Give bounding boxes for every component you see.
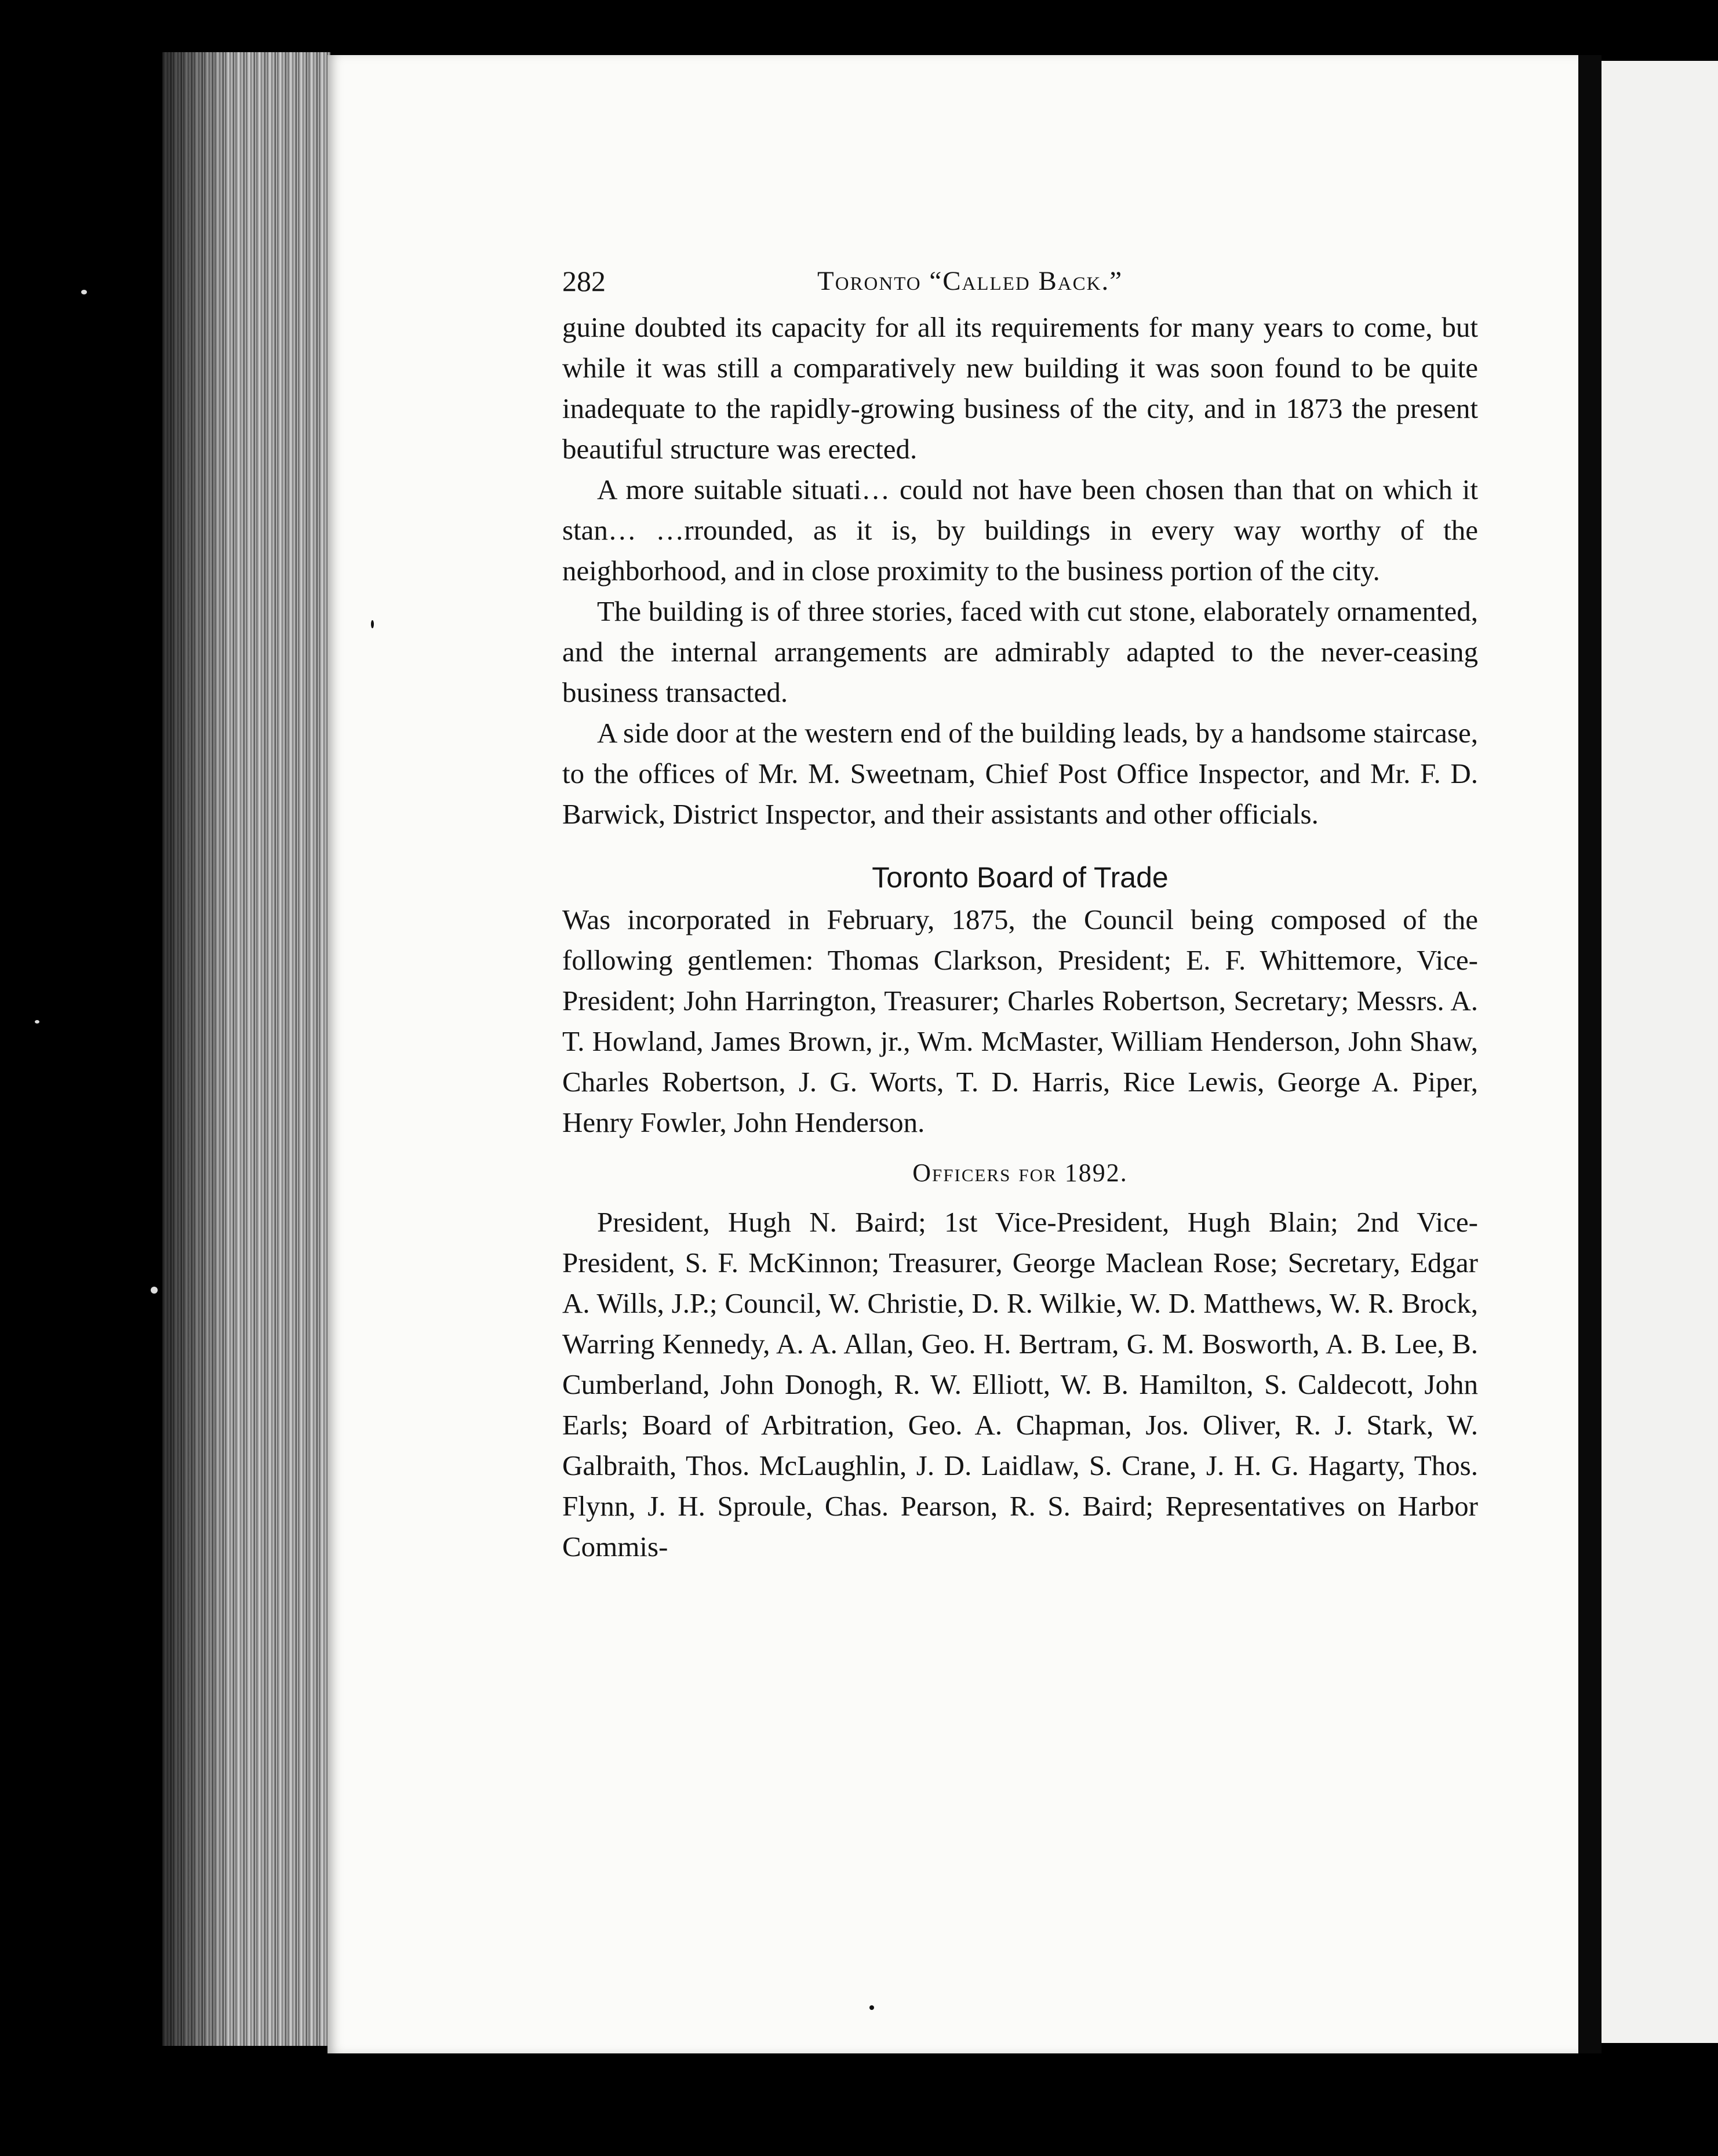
body-paragraph: guine doubted its capacity for all its requirements for many years to come, but while it was still a comparatively new building it was soon found to be quite inadequate to the rapidly-growing business of the city, and in 1873 the present beautiful structure was erected. — [562, 311, 1478, 465]
running-head — [562, 261, 1478, 301]
facing-page-edge — [1601, 61, 1718, 2043]
page-text-block — [562, 261, 1478, 1567]
scan-speck — [35, 1020, 39, 1024]
scan-speck — [371, 620, 374, 628]
page-edges-shadow — [162, 52, 232, 2046]
scan-speck — [151, 1287, 158, 1294]
section-heading: Toronto Board of Trade — [872, 861, 1169, 894]
officers-paragraph: President, Hugh N. Baird; 1st Vice-President, Hugh Blain; 2nd Vice-President, S. F. McKinnon; Treasurer, George Maclean Rose; Secretary, Edgar A. Wills, J.P.; Council, W. Christie, D. R. Wilkie, W. D. Matthews, W. R. Brock, Warring Kennedy, A. A. Allan, Geo. H. Bertram, G. M. Bosworth, A. B. Lee, B. Cumberland, John Donogh, R. W. Elliott, W. B. Hamilton, S. Caldecott, John Earls; Board of Arbitration, Geo. A. Chapman, Jos. Oliver, R. J. Stark, W. Galbraith, Thos. McLaughlin, J. D. Laidlaw, S. Crane, J. H. G. Hagarty, Thos. Flynn, J. H. Sproule, Chas. Pearson, R. S. Baird; Representatives on Harbor Commis- — [562, 1206, 1478, 1563]
body-paragraph: A side door at the western end of the building leads, by a handsome staircase, to the offices of Mr. M. Sweetnam, Chief Post Office Inspector, and Mr. F. D. Barwick, District Inspector, and their assistants and other officials. — [562, 717, 1478, 830]
scan-speck — [81, 290, 87, 294]
book-gutter — [1578, 55, 1601, 2053]
scan-speck — [869, 2005, 874, 2010]
officers-heading: Officers for 1892. — [912, 1159, 1128, 1187]
incorporation-paragraph: Was incorporated in February, 1875, the Council being composed of the following gentlemen: Thomas Clarkson, President; E. F. Whittemore, Vice-President; John Harrington, Treasurer; Charles Robertson, Secretary; Messrs. A. T. Howland, James Brown, jr., Wm. McMaster, William Henderson, John Shaw, Charles Robertson, J. G. Worts, T. D. Harris, Rice Lewis, George A. Piper, Henry Fowler, John Henderson. — [562, 904, 1478, 1138]
body-paragraph: A more suitable situati… could not have been chosen than that on which it stan… …rrounded, as it is, by buildings in every way worthy of the neighborhood, and in close proximity to the business portion of the city. — [562, 474, 1478, 587]
page-number: 282 — [562, 265, 606, 297]
body-paragraph: The building is of three stories, faced with cut stone, elaborately ornamented, and the internal arrangements are admirably adapted to the never-ceasing business transacted. — [562, 595, 1478, 708]
running-title: Toronto “Called Back.” — [817, 266, 1123, 296]
